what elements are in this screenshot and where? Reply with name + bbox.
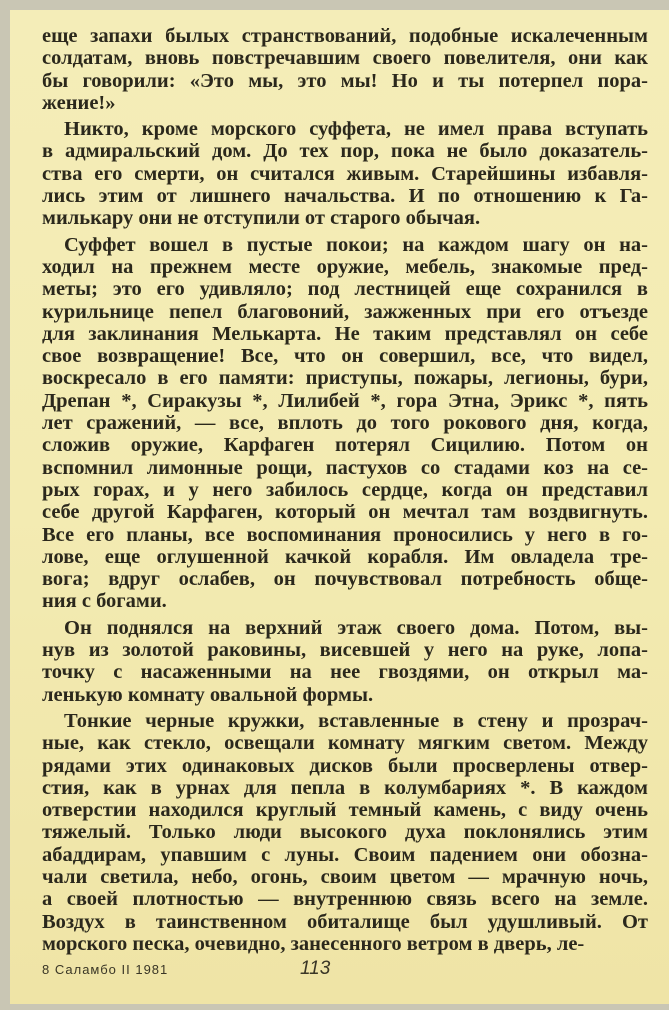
text-line: себе другой Карфаген, который он мечтал там воздвигнуть. (42, 501, 648, 524)
paragraph (42, 710, 648, 955)
paragraph (42, 234, 648, 613)
text-line: солдатам, вновь повстречавшим своего повелителя, они как (42, 47, 648, 70)
paragraph (42, 118, 648, 229)
text-line: отверстии находился круглый темный камень, с виду очень (42, 799, 648, 822)
text-line: Суффет вошел в пустые покои; на каждом шагу он на- (64, 233, 648, 256)
text-line: Он поднялся на верхний этаж своего дома. Потом, вы- (64, 616, 648, 639)
text-line: лись этим от лишнего начальства. И по отношению к Га- (42, 185, 648, 208)
text-line: лове, еще оглушенной качкой корабля. Им овладела тре- (42, 545, 648, 568)
text-line: Дрепан *, Сиракузы *, Лилибей *, гора Этна, Эрикс *, пять (42, 389, 648, 412)
text-line: лет сражений, — все, вплоть до того рокового дня, когда, (42, 412, 648, 435)
page-number: 113 (300, 958, 331, 979)
text-line: воскресало в его памяти: приступы, пожары, легионы, бури, (42, 367, 648, 390)
text-line: Тонкие черные кружки, вставленные в стену и прозрач- (64, 709, 648, 732)
text-line: ния с богами. (42, 590, 167, 613)
text-line: жение!» (42, 91, 116, 114)
text-line: точку с насаженными на нее гвоздями, он открыл ма- (42, 661, 648, 684)
text-line: чали светила, небо, огонь, своим цветом — мрачную ночь, (42, 865, 648, 888)
text-line: еще запахи былых странствований, подобные искалеченным (42, 25, 648, 47)
text-line: бы говорили: «Это мы, это мы! Но и ты потерпел пора- (42, 69, 648, 92)
text-line: в адмиральский дом. До тех пор, пока не было доказатель- (42, 140, 648, 163)
printer-signature: 8 Саламбо II 1981 (42, 962, 169, 977)
text-line: абаддирам, упавшим с луны. Своим падением они обозна- (42, 843, 648, 866)
text-line: свое возвращение! Все, что он совершил, все, что видел, (42, 345, 648, 368)
text-line: вога; вдруг ослабев, он почувствовал потребность обще- (42, 568, 648, 591)
text-line: курильнице пепел благовоний, зажженных при его отъезде (42, 300, 648, 323)
paragraph (42, 617, 648, 706)
text-line: нув из золотой раковины, висевшей у него на руке, лопа- (42, 639, 648, 662)
text-line: для заклинания Мелькарта. Не таким представлял он себе (42, 322, 648, 345)
text-line: милькару они не отступили от старого обычая. (42, 207, 481, 230)
text-line: ходил на прежнем месте оружие, мебель, знакомые пред- (42, 255, 648, 278)
text-line: рядами этих одинаковых дисков были просверлены отвер- (42, 754, 648, 777)
text-line: ные, как стекло, освещали комнату мягким светом. Между (42, 732, 648, 755)
page-footer (42, 958, 648, 982)
page-body-text (42, 25, 648, 955)
text-line: Воздух в таинственном обиталище был удушливый. От (42, 910, 648, 933)
text-line: ленькую комнату овальной формы. (42, 683, 374, 706)
text-line: рых горах, и у него забилось сердце, когда он представил (42, 478, 648, 501)
text-line: тяжелый. Только люди высокого духа поклонялись этим (42, 821, 648, 844)
text-line: морского песка, очевидно, занесенного ветром в дверь, ле- (42, 932, 585, 955)
paragraph (42, 25, 648, 114)
text-line: Никто, кроме морского суффета, не имел права вступать (64, 118, 648, 141)
text-line: а своей плотностью — внутреннюю связь всего на земле. (42, 888, 648, 911)
text-line: меты; это его удивляло; под лестницей еще сохранился в (42, 278, 648, 301)
text-line: стия, как в урнах для пепла в колумбариях *. В каждом (42, 776, 648, 799)
book-page (10, 10, 669, 1004)
text-line: Все его планы, все воспоминания проносились у него в го- (42, 523, 648, 546)
text-line: вспомнил лимонные рощи, пастухов со стадами коз на се- (42, 456, 648, 479)
text-line: сложив оружие, Карфаген потерял Сицилию. Потом он (42, 434, 648, 457)
text-line: ства его смерти, он считался живым. Старейшины избавля- (42, 162, 648, 185)
